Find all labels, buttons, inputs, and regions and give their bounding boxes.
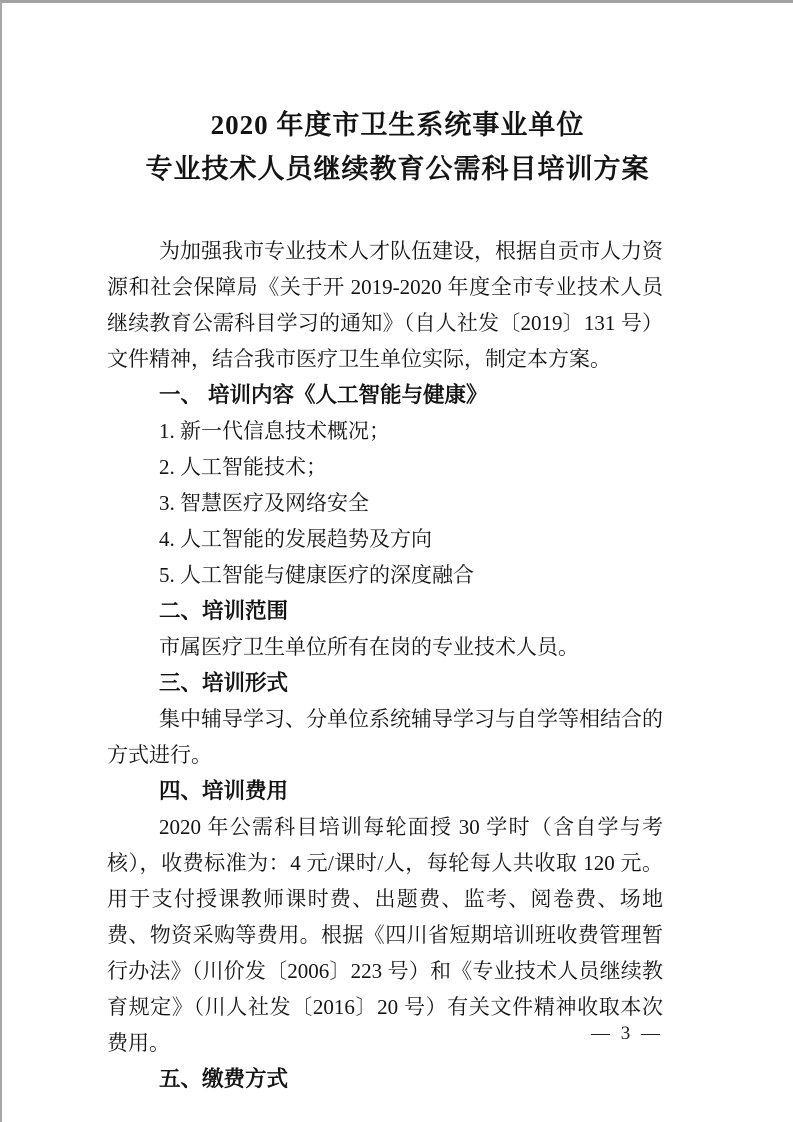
title-line-1: 2020 年度市卫生系统事业单位 xyxy=(210,110,585,140)
list-item-5: 5. 人工智能与健康医疗的深度融合 xyxy=(159,563,474,587)
heading-section-1-training-content: 一、 培训内容《人工智能与健康》 xyxy=(159,383,488,407)
heading-section-5-payment-method: 五、缴费方式 xyxy=(159,1067,289,1091)
list-item-4: 4. 人工智能的发展趋势及方向 xyxy=(159,527,432,551)
list-item-1: 1. 新一代信息技术概况； xyxy=(159,419,390,443)
document-body xyxy=(107,233,663,1097)
title-line-2: 专业技术人员继续教育公需科目培训方案 xyxy=(145,154,650,184)
paragraph-format: 集中辅导学习、分单位系统辅导学习与自学等相结合的方式进行。 xyxy=(107,707,663,767)
list-item-2: 2. 人工智能技术； xyxy=(159,455,327,479)
heading-section-3-training-format: 三、培训形式 xyxy=(159,671,289,695)
document-title xyxy=(2,103,793,191)
list-item-3: 3. 智慧医疗及网络安全 xyxy=(159,491,369,515)
page-number: — 3 — xyxy=(591,1023,663,1044)
heading-section-2-training-scope: 二、培训范围 xyxy=(159,599,289,623)
paragraph-intro: 为加强我市专业技术人才队伍建设，根据自贡市人力资源和社会保障局《关于开 2019-2020 年度全市专业技术人员继续教育公需科目学习的通知》（自人社发〔2019〕131 号）文件精神，结合我市医疗卫生单位实际，制定本方案。 xyxy=(107,239,663,371)
paragraph-fees: 2020 年公需科目培训每轮面授 30 学时（含自学与考核），收费标准为：4 元/课时/人，每轮每人共收取 120 元。用于支付授课教师课时费、出题费、监考、阅卷费、场地费、物资采购等费用。根据《四川省短期培训班收费管理暂行办法》（川价发〔2006〕223 号）和《专业技术人员继续教育规定》（川人社发〔2016〕20 号）有关文件精神收取本次费用。 xyxy=(107,815,663,1055)
paragraph-scope: 市属医疗卫生单位所有在岗的专业技术人员。 xyxy=(159,635,579,659)
heading-section-4-training-fees: 四、培训费用 xyxy=(159,779,289,803)
